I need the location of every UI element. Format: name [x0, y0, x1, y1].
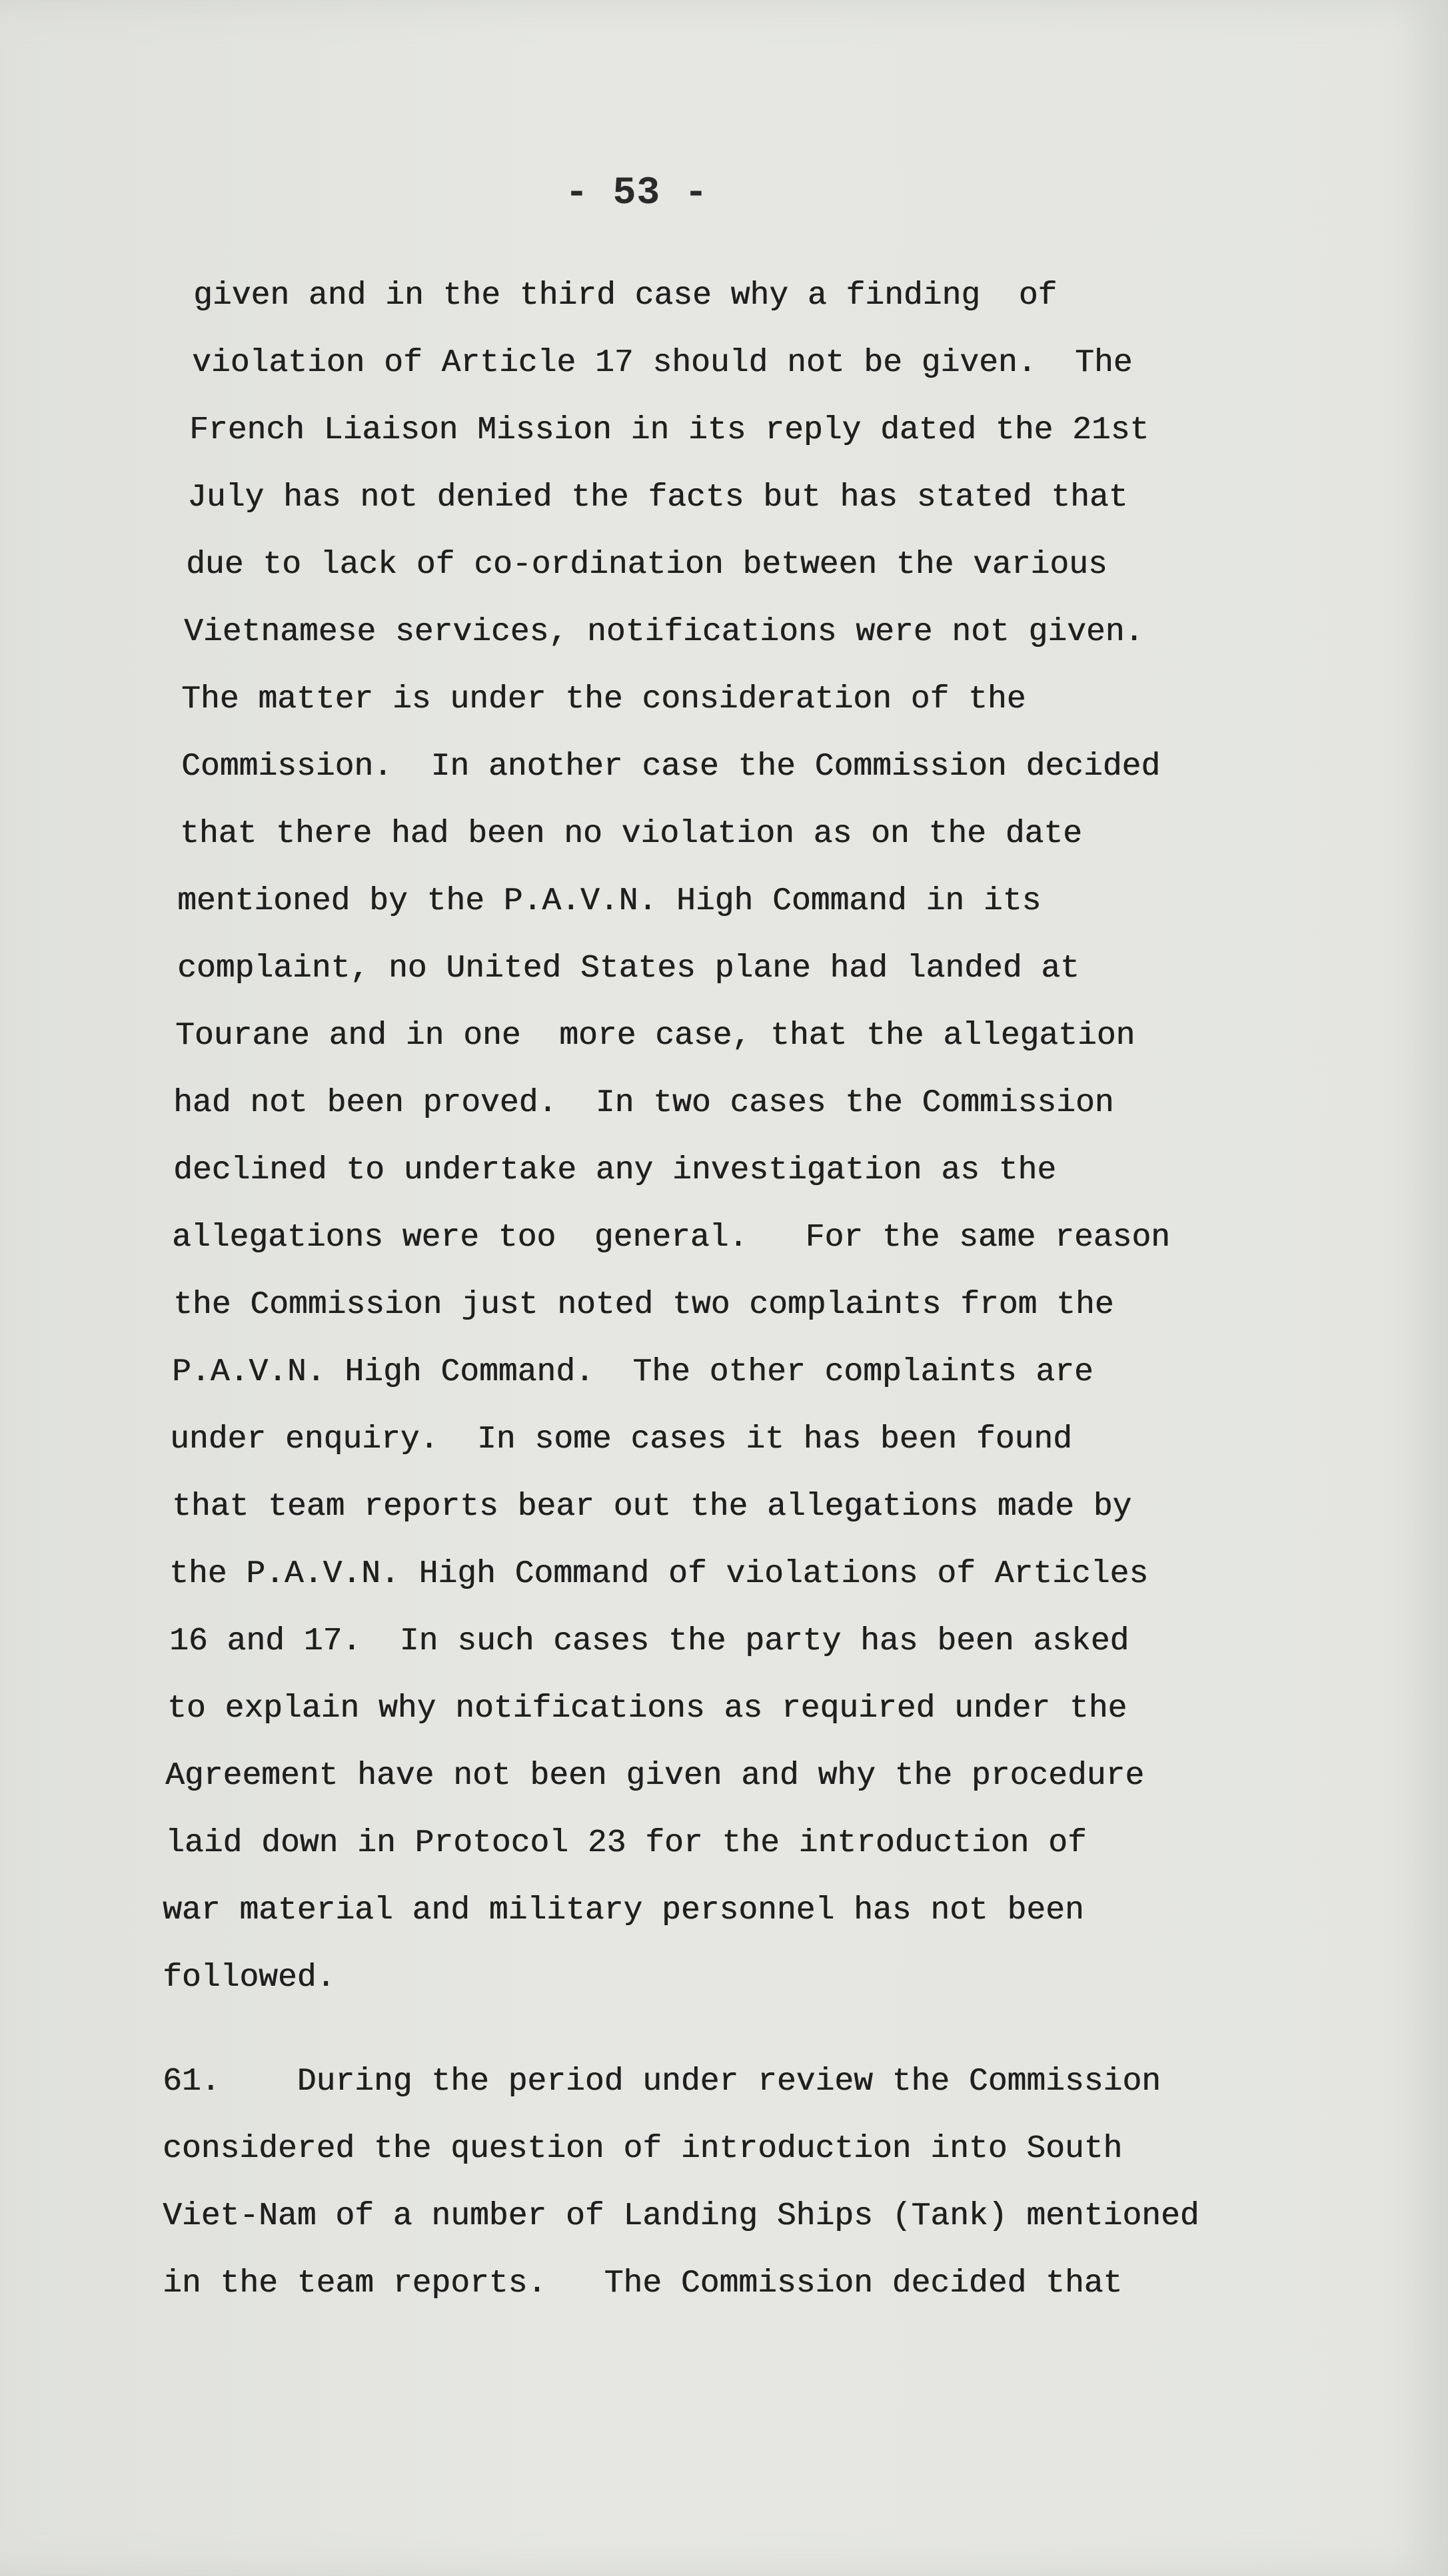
text-line: Tourane and in one more case, that the allegation [175, 1018, 1135, 1054]
text-line: that there had been no violation as on the date [180, 816, 1082, 852]
text-line: allegations were too general. For the same reason [172, 1220, 1170, 1256]
text-line: the Commission just noted two complaints from the [173, 1287, 1114, 1323]
text-line: Agreement have not been given and why the procedure [165, 1758, 1145, 1794]
page-number: - 53 - [565, 172, 708, 215]
text-line: given and in the third case why a finding of [193, 278, 1058, 314]
text-line: mentioned by the P.A.V.N. High Command in its [177, 883, 1042, 919]
text-line: laid down in Protocol 23 for the introduction of [165, 1825, 1087, 1861]
text-line: Commission. In another case the Commission decided [181, 749, 1161, 785]
text-line: to explain why notifications as required under the [167, 1691, 1127, 1727]
text-line: the P.A.V.N. High Command of violations of Articles [169, 1556, 1149, 1592]
text-line: P.A.V.N. High Command. The other complaints are [172, 1354, 1093, 1390]
text-line: 16 and 17. In such cases the party has been asked [169, 1623, 1129, 1659]
text-line: complaint, no United States plane had landed at [177, 951, 1080, 987]
text-line: violation of Article 17 should not be given. The [192, 345, 1133, 381]
text-line: considered the question of introduction into South [163, 2131, 1123, 2167]
text-line: declined to undertake any investigation as the [173, 1152, 1057, 1188]
text-line: had not been proved. In two cases the Commission [173, 1085, 1114, 1121]
text-line: French Liaison Mission in its reply dated the 21st [189, 412, 1149, 448]
text-line: due to lack of co-ordination between the various [186, 547, 1107, 583]
text-line: war material and military personnel has not been [163, 1893, 1084, 1929]
text-line: Viet-Nam of a number of Landing Ships (Tank) mentioned [163, 2198, 1199, 2234]
text-line: 61. During the period under review the Commission [163, 2064, 1161, 2100]
text-line: that team reports bear out the allegations made by [172, 1489, 1132, 1525]
text-line: July has not denied the facts but has stated that [187, 480, 1128, 516]
text-line: under enquiry. In some cases it has been found [170, 1422, 1072, 1458]
text-line: Vietnamese services, notifications were not given. [184, 614, 1144, 650]
text-line: in the team reports. The Commission decided that [163, 2266, 1123, 2302]
text-line: The matter is under the consideration of the [181, 681, 1026, 717]
text-line: followed. [163, 1960, 336, 1996]
